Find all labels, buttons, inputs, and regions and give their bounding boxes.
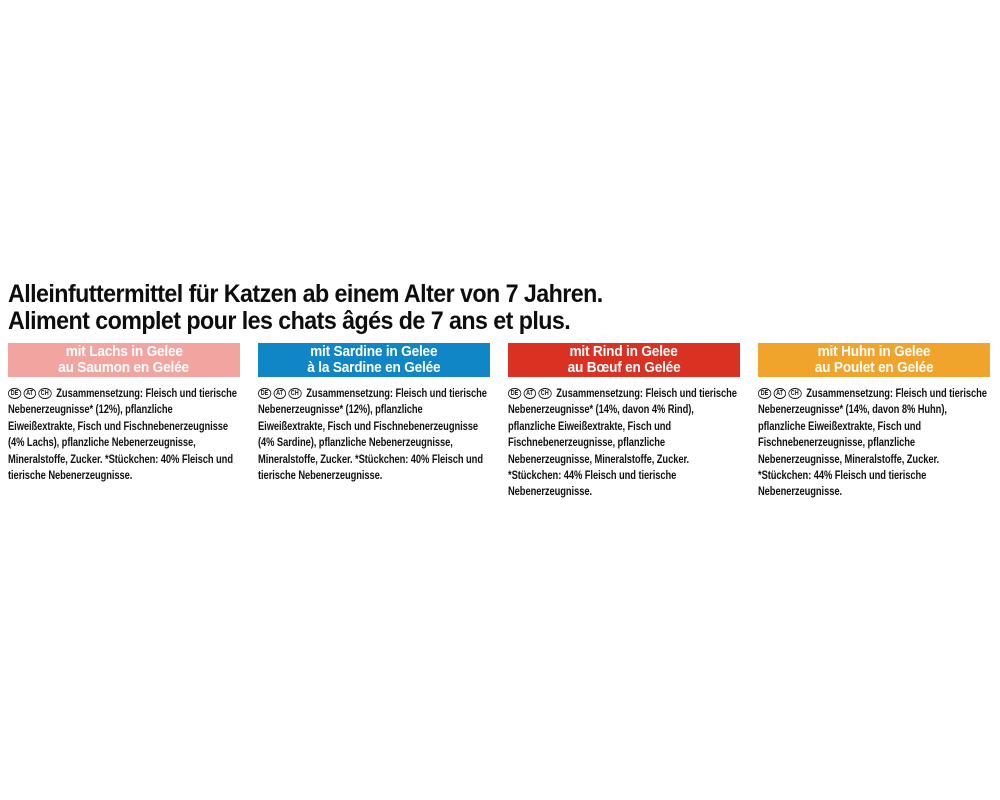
flavor-name-de: mit Lachs in Gelee bbox=[65, 344, 183, 360]
flavor-banner-sardine bbox=[258, 343, 490, 377]
country-badge-at: AT bbox=[273, 388, 285, 399]
composition-body: Zusammensetzung: Fleisch und tierische Nebenerzeugnisse* (14%, davon 8% Huhn), pflanzliche Eiweißextrakte, Fisch und Fischnebenerzeugnisse, pflanzliche Nebenerzeugnisse, Mineralstoffe, Zucker. *Stückchen: 44% Fleisch und tierische Nebenerzeugnisse. bbox=[758, 386, 987, 499]
country-badge-ch: CH bbox=[38, 388, 51, 399]
product-columns bbox=[8, 343, 992, 500]
page-title bbox=[8, 281, 923, 335]
title-line-de: Alleinfuttermittel für Katzen ab einem Alter von 7 Jahren. bbox=[8, 280, 603, 308]
country-badge-de: DE bbox=[258, 388, 271, 399]
flavor-name-fr: au Bœuf en Gelée bbox=[567, 360, 681, 376]
country-badge-ch: CH bbox=[788, 388, 801, 399]
composition-body: Zusammensetzung: Fleisch und tierische Nebenerzeugnisse* (12%), pflanzliche Eiweißextrakte, Fisch und Fischnebenerzeugnisse (4% Lachs), pflanzliche Nebenerzeugnisse, Mineralstoffe, Zucker. *Stückchen: 40% Fleisch und tierische Nebenerzeugnisse. bbox=[8, 386, 237, 483]
country-badge-ch: CH bbox=[288, 388, 301, 399]
flavor-name-de: mit Huhn in Gelee bbox=[817, 344, 931, 360]
flavor-name-fr: au Poulet en Gelée bbox=[814, 360, 934, 376]
composition-body: Zusammensetzung: Fleisch und tierische Nebenerzeugnisse* (14%, davon 4% Rind), pflanzliche Eiweißextrakte, Fisch und Fischnebenerzeugnisse, pflanzliche Nebenerzeugnisse, Mineralstoffe, Zucker. *Stückchen: 44% Fleisch und tierische Nebenerzeugnisse. bbox=[508, 386, 737, 499]
flavor-name-de: mit Rind in Gelee bbox=[569, 344, 679, 360]
flavor-banner-huhn bbox=[758, 343, 990, 377]
flavor-name-de: mit Sardine in Gelee bbox=[310, 344, 438, 360]
country-badge-at: AT bbox=[23, 388, 35, 399]
flavor-banner-lachs bbox=[8, 343, 240, 377]
country-badge-de: DE bbox=[508, 388, 521, 399]
country-badge-ch: CH bbox=[538, 388, 551, 399]
composition-text bbox=[258, 385, 490, 483]
composition-text bbox=[758, 385, 990, 500]
flavor-name-fr: au Saumon en Gelée bbox=[58, 360, 190, 376]
composition-text bbox=[8, 385, 240, 483]
product-column-huhn bbox=[758, 343, 990, 500]
country-badge-de: DE bbox=[758, 388, 771, 399]
composition-text bbox=[508, 385, 740, 500]
flavor-banner-rind bbox=[508, 343, 740, 377]
country-badge-de: DE bbox=[8, 388, 21, 399]
composition-body: Zusammensetzung: Fleisch und tierische Nebenerzeugnisse* (12%), pflanzliche Eiweißextrakte, Fisch und Fischnebenerzeugnisse (4% Sardine), pflanzliche Nebenerzeugnisse, Mineralstoffe, Zucker. *Stückchen: 40% Fleisch und tierische Nebenerzeugnisse. bbox=[258, 386, 487, 483]
flavor-name-fr: à la Sardine en Gelée bbox=[307, 360, 441, 376]
product-column-rind bbox=[508, 343, 740, 500]
country-badge-at: AT bbox=[523, 388, 535, 399]
title-line-fr: Aliment complet pour les chats âgés de 7 ans et plus. bbox=[8, 307, 571, 335]
product-column-sardine bbox=[258, 343, 490, 500]
country-badge-at: AT bbox=[773, 388, 785, 399]
product-column-lachs bbox=[8, 343, 240, 500]
content-area bbox=[8, 281, 992, 500]
